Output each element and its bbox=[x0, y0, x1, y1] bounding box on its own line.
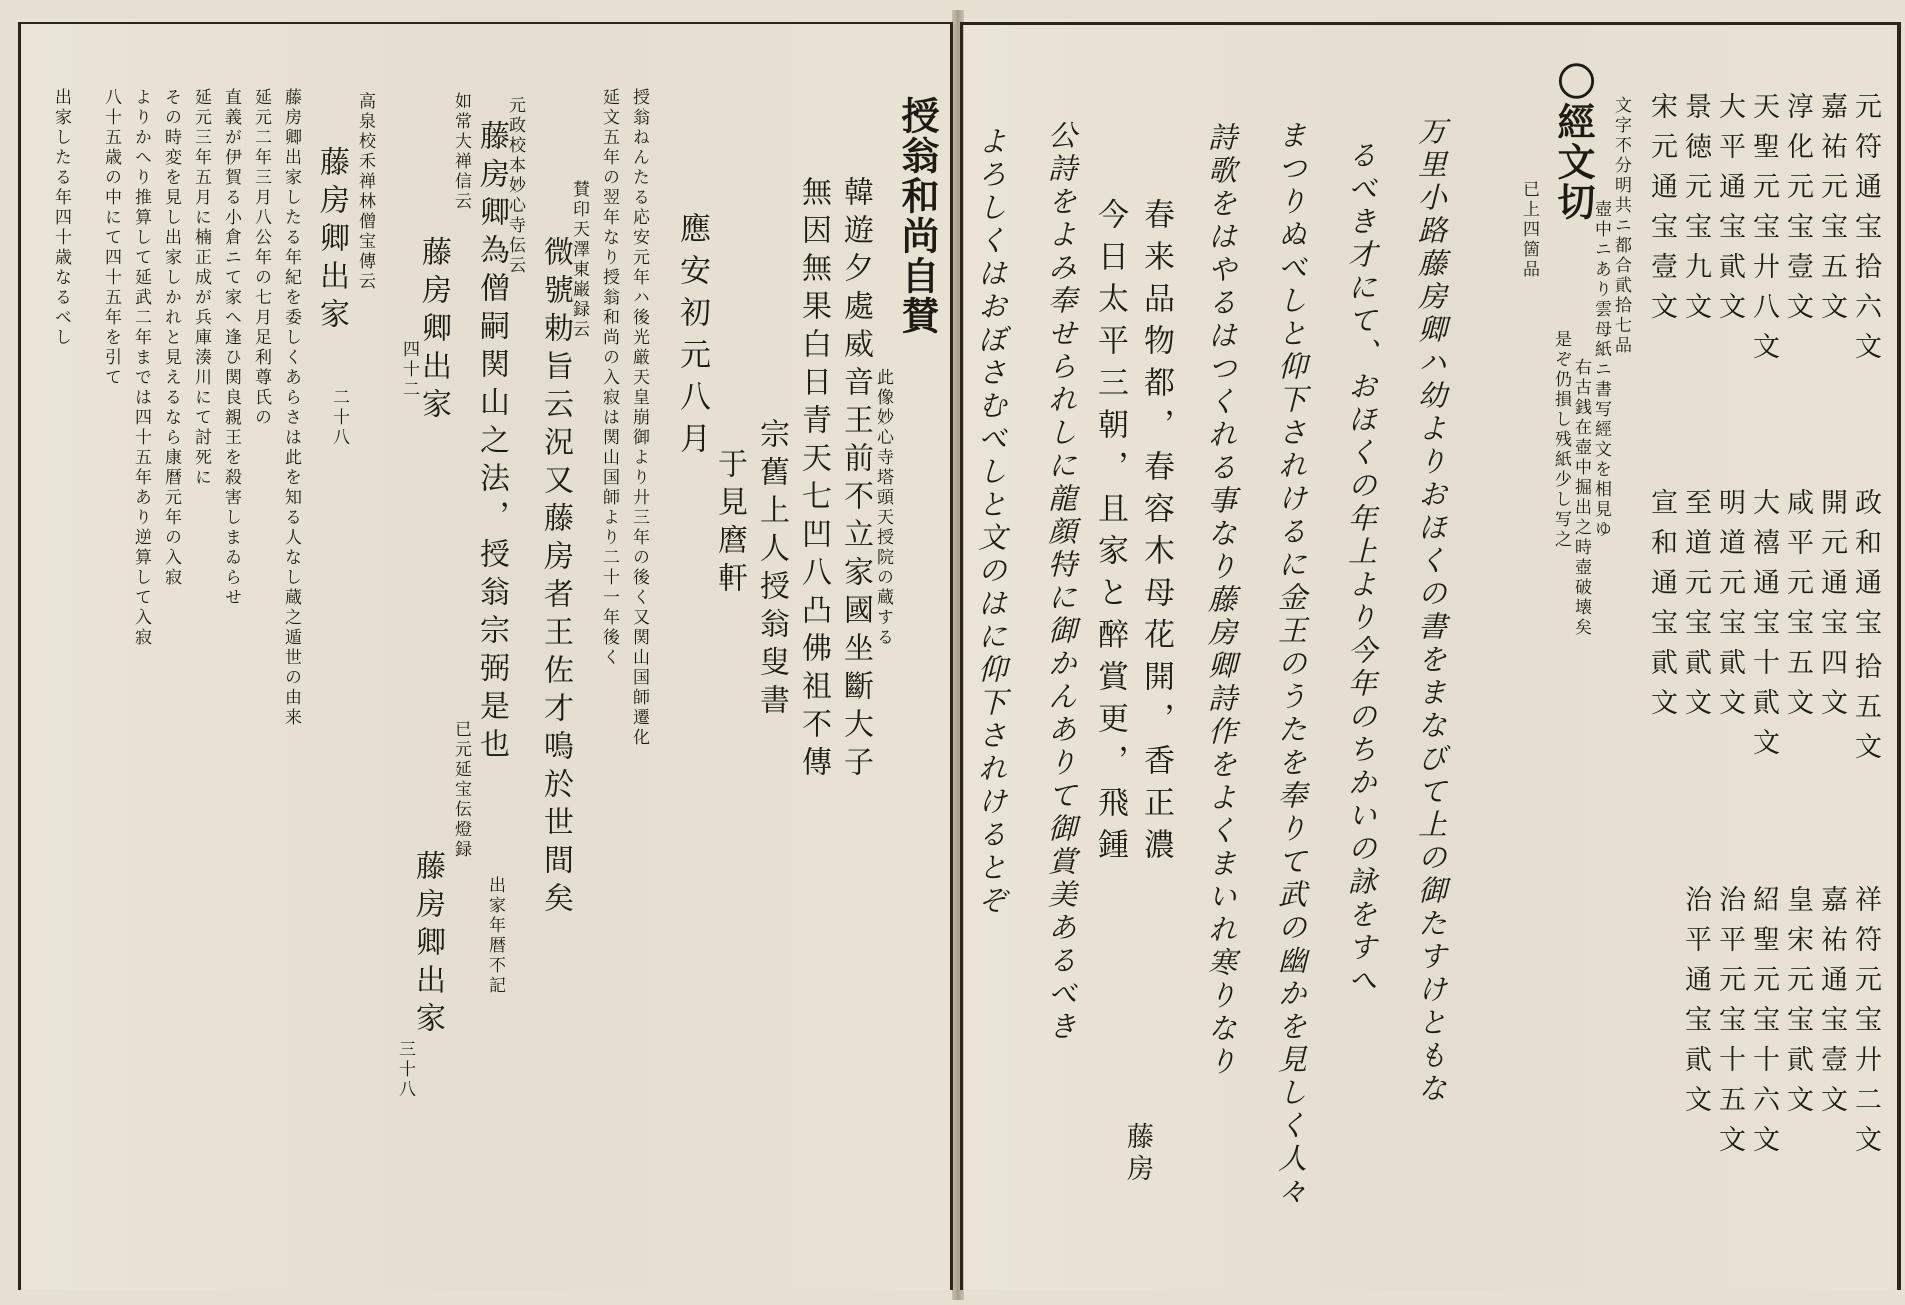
section-title: 〇經文切 bbox=[1551, 62, 1596, 222]
commentary-line: 延元三年五月に楠正成が兵庫湊川にて討死に bbox=[191, 88, 211, 488]
coin-total: 已上四箇品 bbox=[1519, 180, 1539, 280]
frame-inner-left bbox=[950, 22, 953, 1290]
verse-line: 韓遊夕處威音王前不立家國坐斷大子 bbox=[838, 176, 873, 784]
coin-entry: 明道元宝貮文 bbox=[1714, 488, 1745, 728]
coin-entry: 嘉祐通宝壹文 bbox=[1816, 885, 1847, 1125]
source-citation: 元政校本妙心寺伝云 bbox=[505, 96, 525, 276]
commentary-line: よりかへり推算して延武二年までは四十五年あり逆算して入寂 bbox=[131, 88, 151, 648]
quote-line: 微號勅旨云況又藤房者王佐才鳴於世間矣 bbox=[538, 236, 573, 920]
poem-line: 春来品物都，春容木母花開，香正濃 bbox=[1138, 198, 1174, 870]
quote-line: 藤房卿為僧嗣関山之法，授翁宗弼是也 bbox=[474, 120, 509, 766]
coin-entry-tail: 拾五文 bbox=[1850, 652, 1881, 772]
inscription-note: 此像妙心寺塔頭天授院の蔵する bbox=[873, 368, 893, 648]
letter-line: るべき才にて、おほくの年上より今年のちかいの詠をすへ bbox=[1344, 140, 1378, 998]
sutra-text: 右古銭在壺中掘出之時壺破壊矣 bbox=[1571, 358, 1591, 638]
coin-entry: 大平通宝貮文 bbox=[1714, 92, 1745, 332]
commentary-line: 藤房卿出家したる年紀を委しくあらさは此を知る人なし蔵之遁世の由来 bbox=[281, 88, 301, 728]
coin-entry: 政和通宝 bbox=[1850, 488, 1881, 648]
coin-entry: 開元通宝四文 bbox=[1816, 488, 1847, 728]
age-note: 出家年暦不記 bbox=[485, 876, 505, 996]
frame-inner-right bbox=[960, 22, 963, 1290]
coin-entry: 嘉祐元宝五文 bbox=[1816, 92, 1847, 332]
inscription-title: 授翁和尚自賛 bbox=[895, 96, 940, 336]
coin-entry: 大禧通宝十貮文 bbox=[1748, 488, 1779, 768]
coin-entry: 淳化元宝壹文 bbox=[1782, 92, 1813, 332]
frame-top-right bbox=[962, 22, 1897, 25]
letter-line: 公詩をよみ奉せられしに龍顔特に御かんありて御賞美あるべき bbox=[1044, 120, 1078, 1044]
verse-line: 宗舊上人授翁叟書 bbox=[754, 418, 789, 722]
letter-line: 詩歌をはやるはつくれる事なり藤房卿詩作をよくまいれ寒りなり bbox=[1204, 122, 1238, 1079]
commentary-line: 出家したる年四十歳なるべし bbox=[51, 88, 71, 348]
commentary-line: 賛印天澤東巌録云 bbox=[569, 180, 589, 340]
age-note: 三十八 bbox=[395, 1040, 415, 1100]
coin-entry: 天聖元宝廾八文 bbox=[1748, 92, 1779, 372]
coin-entry: 治平通宝貮文 bbox=[1680, 885, 1711, 1125]
coin-entry: 紹聖元宝十六文 bbox=[1748, 885, 1779, 1165]
coin-entry: 景徳元宝九文 bbox=[1680, 92, 1711, 332]
coin-entry: 咸平元宝五文 bbox=[1782, 488, 1813, 728]
commentary-line: 延文五年の翌年なり授翁和尚の入寂は関山国師より二十一年後く bbox=[599, 88, 619, 668]
frame-outer-right bbox=[1897, 22, 1901, 1290]
verse-line: 于見麿軒 bbox=[712, 448, 747, 600]
commentary-line: 延元二年三月八公年の七月足利尊氏の bbox=[251, 88, 271, 428]
letter-line: 万里小路藤房卿ハ幼よりおほくの書をまなびて上の御たすけともな bbox=[1414, 116, 1448, 1106]
date-heading: 應安初元八月 bbox=[674, 212, 710, 464]
source-citation: 已元延宝伝燈録 bbox=[451, 720, 471, 860]
letter-line: まつりぬべしと仰下されけるに金王のうたを奉りて武の幽かを見しく人々 bbox=[1274, 120, 1308, 1209]
poem-signature: 藤房 bbox=[1122, 1122, 1153, 1186]
source-citation: 高泉校禾禅林僧宝傳云 bbox=[355, 92, 375, 292]
letter-line: よろしくはおぼさむべしと文のはに仰下されけるとぞ bbox=[974, 126, 1008, 918]
coin-entry: 宣和通宝貮文 bbox=[1646, 488, 1677, 728]
age-note: 四十二 bbox=[399, 340, 419, 400]
coin-note: 文字不分明共ニ都合貮拾七品 bbox=[1611, 96, 1631, 356]
sutra-text: 壺中ニあり雲母紙ニ書写經文を相見ゆ bbox=[1591, 200, 1611, 540]
source-citation: 如常大禅信云 bbox=[451, 92, 471, 212]
commentary-line: 八十五歳の中にて四十五年を引て bbox=[101, 88, 121, 388]
coin-entry: 至道元宝貮文 bbox=[1680, 488, 1711, 728]
coin-entry: 祥符元宝廾二文 bbox=[1850, 885, 1881, 1165]
coin-entry: 皇宋元宝貮文 bbox=[1782, 885, 1813, 1125]
coin-entry: 宋元通宝壹文 bbox=[1646, 92, 1677, 332]
frame-top-left bbox=[18, 22, 952, 24]
quote-line: 藤房卿出家 bbox=[416, 236, 451, 426]
quote-line: 藤房卿出家 bbox=[314, 146, 349, 336]
commentary-line: その時変を見し出家しかれと見えるなら康暦元年の入寂 bbox=[161, 88, 181, 588]
commentary-line: 直義が伊賀る小倉ニて家へ逢ひ関良親王を殺害しまゐらせ bbox=[221, 88, 241, 608]
verse-line: 無因無果白日青天七凹八凸佛祖不傳 bbox=[796, 176, 831, 784]
commentary-line: 授翁ねんたる応安元年ハ後光厳天皇崩御より廾三年の後く又関山国師遷化 bbox=[629, 88, 649, 748]
quote-line: 藤房卿出家 bbox=[410, 850, 445, 1040]
sutra-text: 是ぞ仍損し残紙少し写之 bbox=[1551, 330, 1571, 550]
poem-line: 今日太平三朝，且家と醉賞更，飛鍾 bbox=[1092, 198, 1128, 870]
coin-entry: 治平元宝十五文 bbox=[1714, 885, 1745, 1165]
age-note: 二十八 bbox=[329, 388, 349, 448]
frame-outer-left bbox=[18, 22, 21, 1290]
coin-entry: 元符通宝拾六文 bbox=[1850, 92, 1881, 372]
